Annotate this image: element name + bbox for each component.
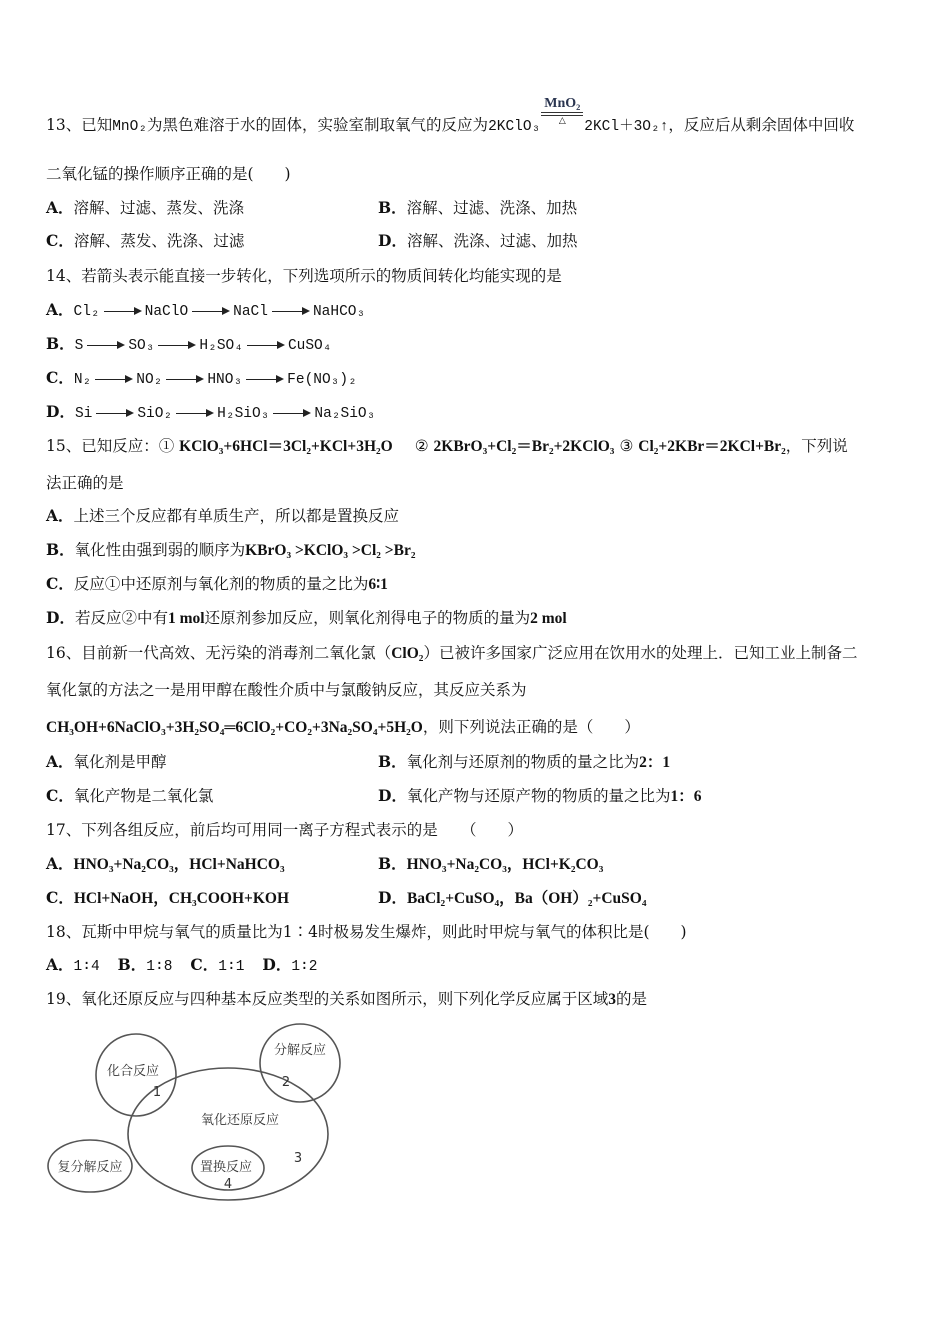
q18-stem: 18、瓦斯中甲烷与氧气的质量比为1∶4时极易发生爆炸，则此时甲烷与氧气的体积比是( ) [46, 923, 687, 941]
q17-stem: 17、下列各组反应，前后均可用同一离子方程式表示的是 （ ） [46, 821, 523, 839]
option-label: D． [378, 888, 407, 907]
combination-reaction-label: 化合反应 [106, 1064, 160, 1079]
species: N₂ [73, 372, 92, 388]
q14-stem: 14、若箭头表示能直接一步转化，下列选项所示的物质间转化均能实现的是 [46, 267, 562, 285]
option-text: 反应①中还原剂与氧化剂的物质的量之比为 [73, 575, 369, 593]
option-text: 溶解、过滤、洗涤、加热 [406, 199, 578, 217]
option-label: C． [46, 231, 74, 250]
species: H₂SO₄ [199, 338, 243, 354]
option-label: C． [46, 574, 74, 593]
reaction-type-venn-diagram [0, 1020, 360, 1210]
option-text: 溶解、洗涤、过滤、加热 [406, 232, 578, 250]
arrow-icon [104, 311, 140, 312]
option-text: 氧化产物是二氧化氯 [73, 787, 214, 805]
option-ratio: 1∶8 [146, 959, 173, 975]
q15-stem-tail: ，下列说 [785, 437, 848, 455]
species: CuSO₄ [287, 338, 332, 354]
species: NaCl [233, 304, 268, 320]
q16-option-a[interactable] [46, 753, 167, 771]
option-formula: HCl+NaOH，CH₃COOH+KOH [73, 890, 290, 907]
species: S [74, 338, 84, 354]
option-text: 氧化产物与还原产物的物质的量之比为 [406, 787, 671, 805]
option-label: D． [262, 955, 292, 974]
option-label: A． [46, 752, 74, 771]
arrow-icon [247, 345, 283, 346]
species: Cl₂ [73, 304, 100, 320]
reaction-2-mark: ② [414, 437, 434, 455]
option-ratio: 1：6 [670, 788, 702, 805]
option-label: A． [46, 854, 74, 873]
option-text: 氧化性由强到弱的顺序为 [74, 541, 246, 559]
q14-option-c[interactable] [46, 368, 916, 388]
option-formula: KBrO₃ >KClO₃ >Cl₂ >Br₂ [245, 542, 416, 559]
q15-stem-text: 15、已知反应： [46, 437, 159, 455]
option-ratio: 1∶4 [73, 959, 100, 975]
option-text: 氧化剂是甲醇 [73, 753, 167, 771]
q13-option-b[interactable] [378, 198, 577, 218]
q16-option-b[interactable] [378, 752, 670, 773]
reaction-condition [540, 96, 584, 135]
species: NO₂ [136, 372, 163, 388]
species: Fe(NO₃)₂ [287, 372, 357, 388]
species: SO₃ [128, 338, 155, 354]
arrow-icon [272, 311, 308, 312]
q15-stem-line-2: 法正确的是 [46, 474, 124, 492]
q16-options-row-1 [46, 752, 916, 772]
option-formula: BaCl₂+CuSO₄，Ba（OH）₂+CuSO₄ [406, 890, 647, 907]
option-label: A． [46, 300, 74, 319]
species: SiO₂ [137, 406, 173, 422]
species: NaHCO₃ [312, 304, 366, 320]
q13-formula-mno2: MnO₂ [112, 119, 148, 135]
q15-option-b[interactable] [46, 540, 916, 560]
double-decomposition-label: 复分解反应 [57, 1160, 123, 1175]
q16-stem-line-2: 氧化氯的方法之一是用甲醇在酸性介质中与氯酸钠反应，其反应关系为 [46, 681, 527, 699]
q13-text-3: ，反应后从剩余固体中回收 [668, 116, 855, 134]
arrow-icon [87, 345, 123, 346]
q13-options-row-2 [46, 231, 916, 251]
reaction-1-equation: KClO₃+6HCl＝3Cl₂+KCl+3H₂O [179, 438, 393, 455]
q15-option-d[interactable] [46, 608, 916, 628]
option-ratio: 1∶1 [218, 959, 245, 975]
option-text: 若反应②中有 [74, 609, 168, 627]
q17-options-row-1 [46, 854, 916, 874]
q13-text-1: 13、已知 [46, 116, 113, 134]
region-3-label: 3 [293, 1151, 303, 1166]
q18-options [46, 955, 916, 975]
q16-formula-clo2: ClO₂ [391, 645, 424, 662]
arrow-icon [95, 379, 131, 380]
q13-options-row-1 [46, 198, 916, 218]
species: HNO₃ [207, 372, 243, 388]
q16-text-1: 16、目前新一代高效、无污染的消毒剂二氧化氯（ [46, 644, 392, 662]
heat-triangle-icon: △ [558, 116, 566, 126]
option-label: B． [46, 334, 75, 353]
q19-stem [46, 989, 916, 1009]
species: Na₂SiO₃ [314, 406, 376, 422]
arrow-icon [96, 413, 132, 414]
q16-text-3: ，则下列说法正确的是（ ） [422, 718, 640, 736]
q16-option-c[interactable] [46, 787, 213, 805]
species: H₂SiO₃ [217, 406, 270, 422]
arrow-icon [176, 413, 212, 414]
region-4-label: 4 [223, 1177, 233, 1192]
q16-stem-line-1 [46, 643, 916, 663]
q16-stem-line-3 [46, 717, 916, 737]
option-formula: HNO₃+Na₂CO₃，HCl+K₂CO₃ [406, 856, 604, 873]
q13-reactant: 2KClO₃ [488, 119, 541, 135]
q17-option-c[interactable] [46, 889, 289, 907]
q16-text-2: ）已被许多国家广泛应用在饮用水的处理上．已知工业上制备二 [423, 644, 858, 662]
q13-option-d[interactable] [378, 231, 577, 251]
q17-option-a[interactable] [46, 855, 285, 873]
option-text: 溶解、过滤、蒸发、洗涤 [73, 199, 245, 217]
q16-equation: CH₃OH+6NaClO₃+3H₂SO₄═6ClO₂+CO₂+3Na₂SO₄+5H₂O [46, 719, 423, 736]
option-label: C． [190, 955, 219, 974]
decomposition-reaction-circle [260, 1024, 340, 1102]
redox-reaction-label: 氧化还原反应 [200, 1113, 280, 1128]
q13-product: 2KCl＋3O₂↑ [584, 119, 669, 135]
option-text: 氧化剂与还原剂的物质的量之比为 [406, 753, 640, 771]
q18-option-d[interactable] [262, 955, 317, 977]
q14-option-a[interactable] [46, 300, 916, 320]
reaction-3-mark: ③ [619, 437, 639, 455]
q16-options-row-2 [46, 786, 916, 806]
q15-stem-line-1 [46, 436, 916, 456]
reaction-3-equation: Cl₂+2KBr＝2KCl+Br₂ [638, 438, 786, 455]
decomposition-reaction-label: 分解反应 [273, 1043, 327, 1058]
option-ratio: 6∶1 [368, 576, 388, 593]
option-text: 溶解、蒸发、洗涤、过滤 [73, 232, 245, 250]
q17-option-d[interactable] [378, 888, 646, 909]
arrow-icon [166, 379, 202, 380]
option-label: B． [378, 198, 407, 217]
catalyst-label: MnO₂ [544, 96, 581, 111]
q18-option-c[interactable] [190, 955, 244, 977]
q16-option-d[interactable] [378, 786, 701, 807]
option-label: D． [378, 786, 407, 805]
option-amount-1: 1 mol [167, 610, 205, 627]
q13-stem-line-1 [46, 96, 916, 135]
reaction-1-mark: ① [158, 437, 180, 455]
option-label: D． [46, 608, 75, 627]
option-label: B． [378, 854, 407, 873]
q14-option-b[interactable] [46, 334, 916, 354]
region-1-label: 1 [152, 1085, 162, 1100]
arrow-icon [273, 413, 309, 414]
option-label: A． [46, 955, 74, 974]
q19-text-1: 19、氧化还原反应与四种基本反应类型的关系如图所示，则下列化学反应属于区域 [46, 990, 609, 1008]
option-label: A． [46, 506, 74, 525]
q19-text-2: 的是 [615, 990, 647, 1008]
option-amount-2: 2 mol [530, 610, 567, 627]
species: Si [74, 406, 93, 422]
species: NaClO [144, 304, 189, 320]
option-label: C． [46, 888, 74, 907]
option-label: C． [46, 786, 74, 805]
q17-options-row-2 [46, 888, 916, 908]
arrow-icon [158, 345, 194, 346]
q19-region-number: 3 [608, 991, 616, 1008]
option-ratio: 2：1 [639, 754, 671, 771]
option-label: D． [378, 231, 407, 250]
option-label: A． [46, 198, 74, 217]
q13-stem-line-2: 二氧化锰的操作顺序正确的是( ) [46, 165, 291, 183]
q15-option-c[interactable] [46, 574, 916, 594]
q13-text-2: 为黑色难溶于水的固体，实验室制取氧气的反应为 [147, 116, 489, 134]
option-formula: HNO₃+Na₂CO₃，HCl+NaHCO₃ [73, 856, 285, 873]
arrow-icon [246, 379, 282, 380]
displacement-reaction-label: 置换反应 [199, 1160, 253, 1175]
option-ratio: 1∶2 [291, 959, 318, 975]
arrow-icon [192, 311, 228, 312]
q17-option-b[interactable] [378, 854, 603, 875]
q13-option-a[interactable] [46, 199, 244, 217]
option-label: B． [46, 540, 75, 559]
q14-option-d[interactable] [46, 402, 916, 422]
q18-option-a[interactable] [46, 955, 100, 977]
option-label: D． [46, 402, 75, 421]
region-2-label: 2 [281, 1075, 291, 1090]
reaction-2-equation: 2KBrO₃+Cl₂＝Br₂+2KClO₃ [433, 438, 615, 455]
option-text: 上述三个反应都有单质生产，所以都是置换反应 [73, 507, 400, 525]
q18-option-b[interactable] [118, 955, 173, 977]
option-label: B． [378, 752, 407, 771]
q15-option-a[interactable] [46, 506, 916, 526]
q13-option-c[interactable] [46, 232, 244, 250]
option-label: B． [117, 955, 147, 974]
option-label: C． [46, 368, 74, 387]
option-text: 还原剂参加反应，则氧化剂得电子的物质的量为 [204, 609, 531, 627]
